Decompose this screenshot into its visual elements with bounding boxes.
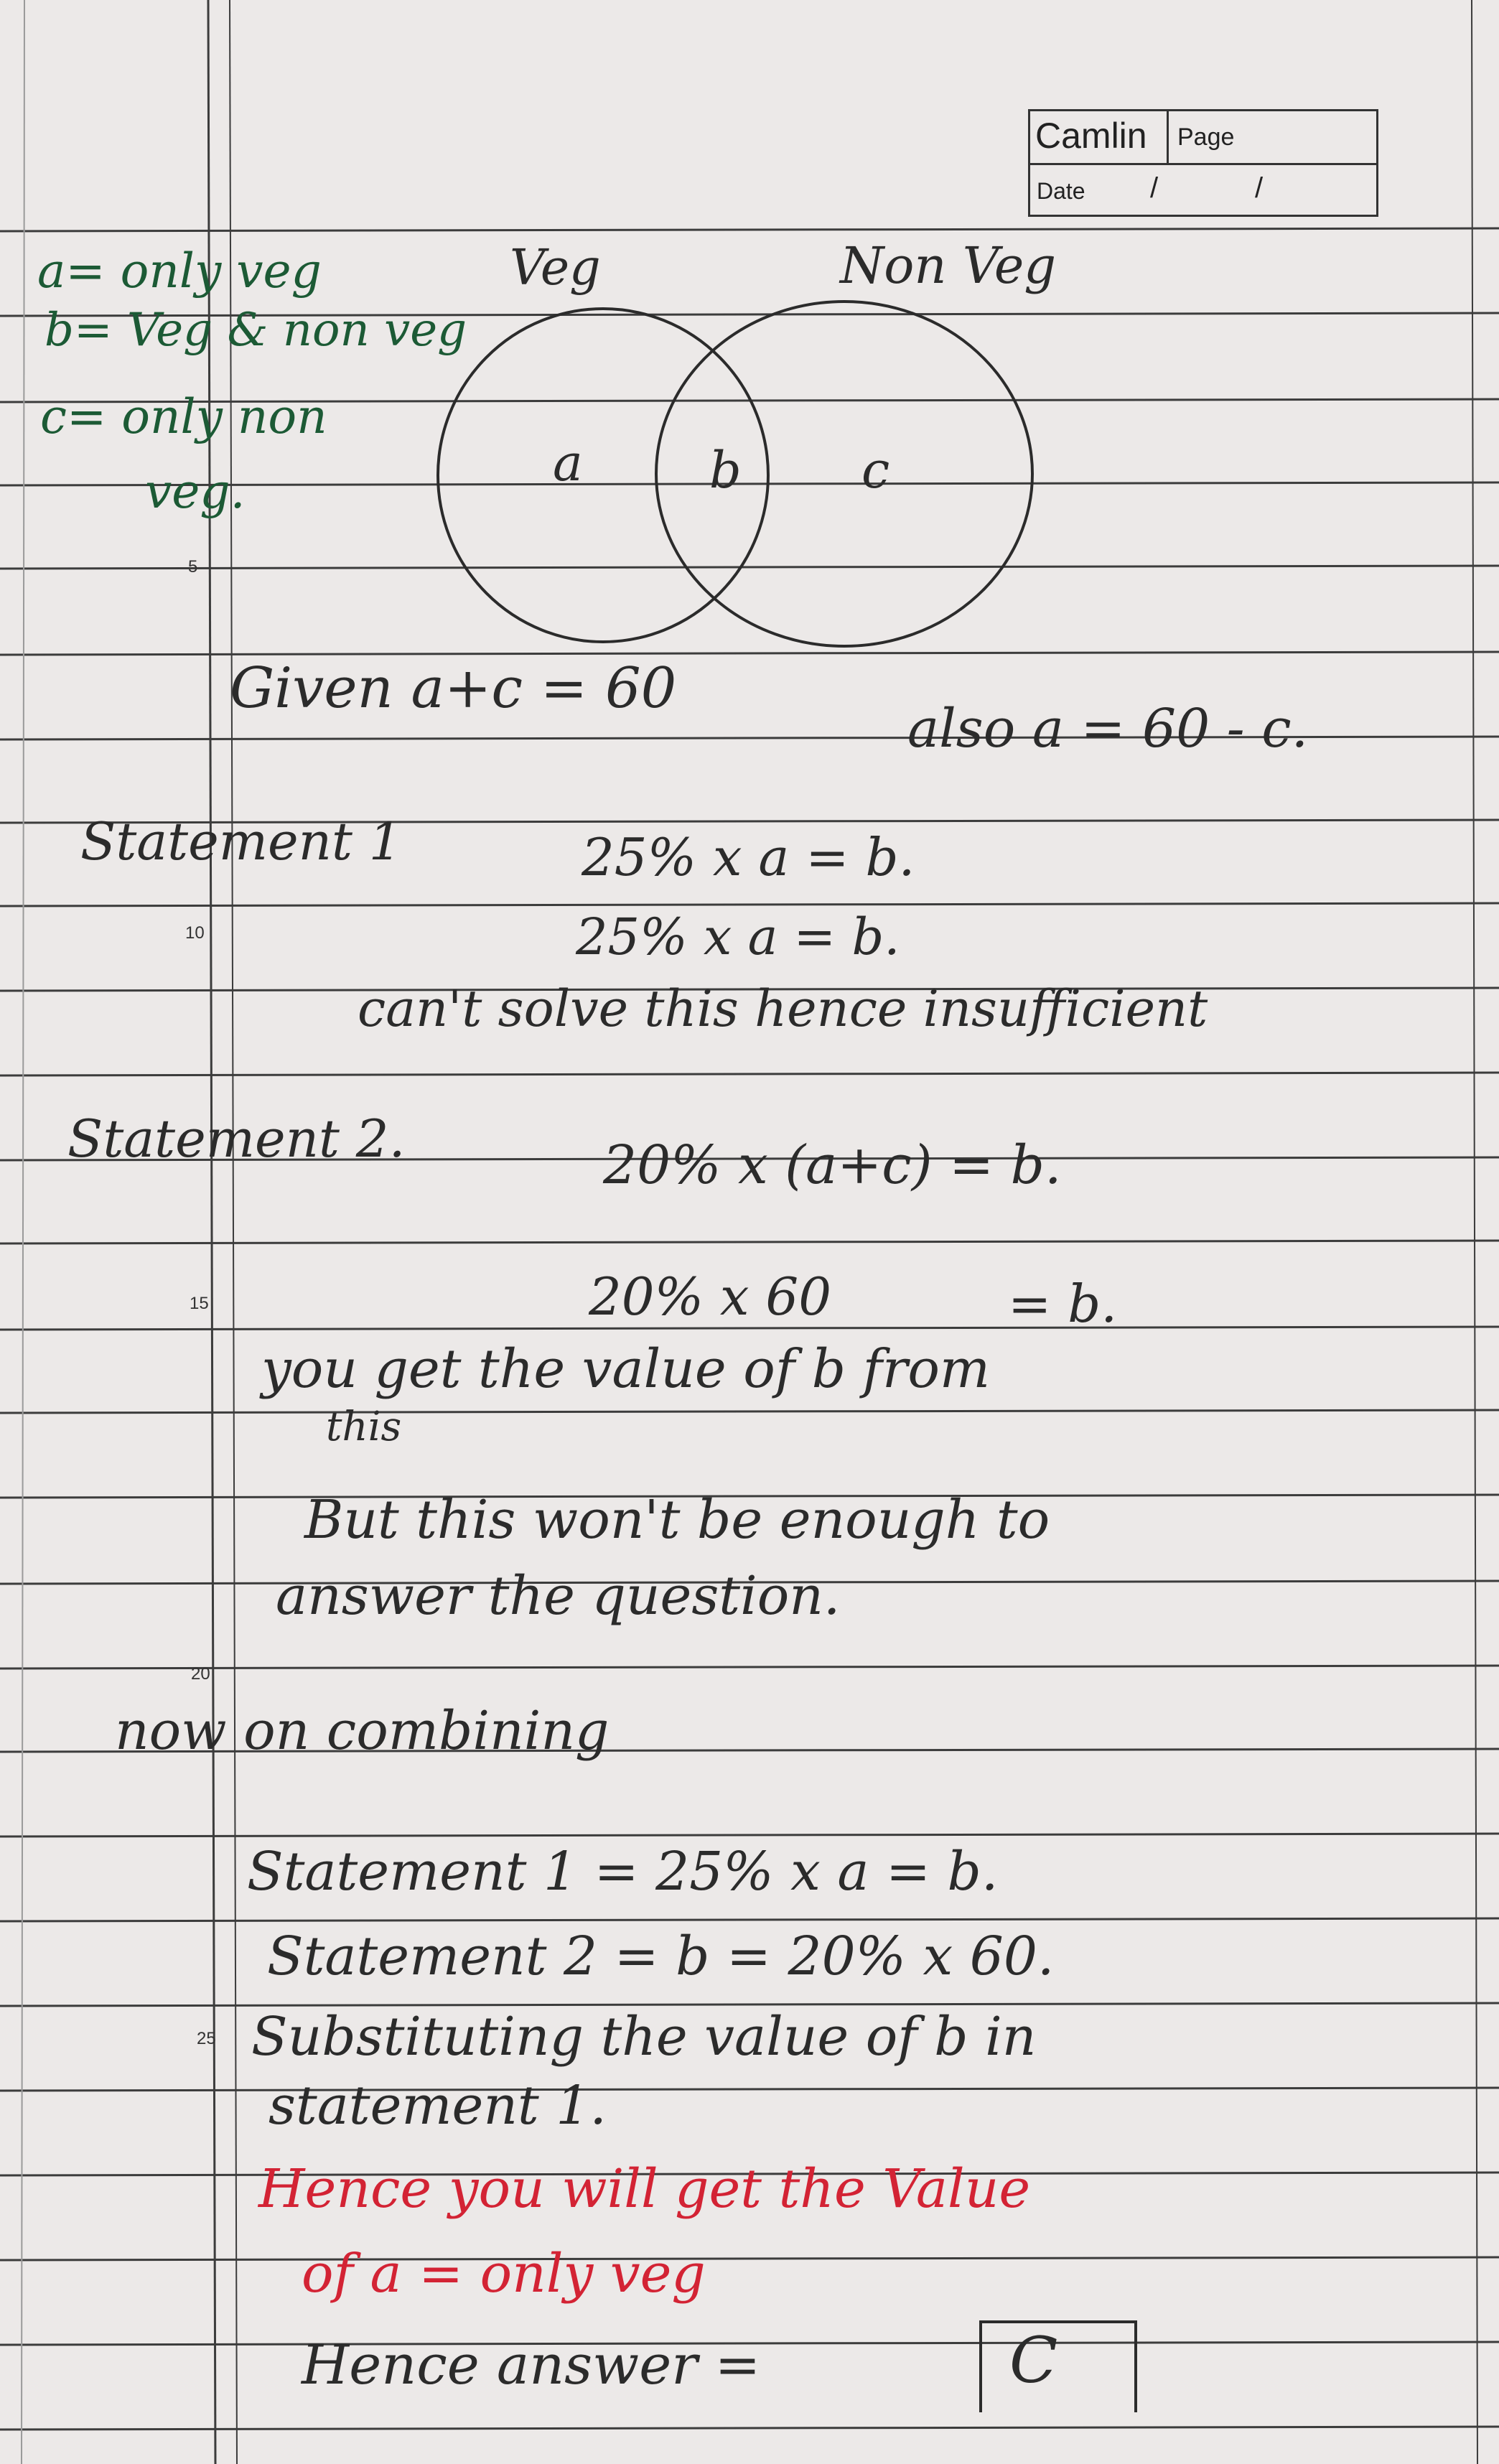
legend-c-cont: veg. [145, 464, 246, 519]
statement-1-conclusion: can't solve this hence insufficient [358, 979, 1208, 1038]
venn-veg-title: Veg [510, 240, 601, 297]
statement-2-note-3: answer the question. [276, 1565, 841, 1627]
statement-1-label: Statement 1 [80, 811, 402, 872]
date-label: Date [1037, 178, 1085, 204]
venn-region-b: b [709, 441, 742, 500]
legend-b: b= Veg & non veg [45, 304, 467, 357]
statement-2-note: you get the value of b from [261, 1338, 991, 1400]
answer-box [979, 2320, 1137, 2412]
statement-2-note-cont: this [326, 1404, 402, 1450]
statement-2-note-2: But this won't be enough to [304, 1489, 1050, 1551]
statement-2-equation: 20% x (a+c) = b. [603, 1134, 1062, 1196]
result-line-cont: of a = only veg [302, 2243, 706, 2305]
substitution-line: Substituting the value of b in [251, 2006, 1037, 2068]
statement-2-result: = b. [1008, 1274, 1118, 1334]
given-equation: Given a+c = 60 [230, 656, 677, 721]
date-separator: / [1150, 172, 1159, 204]
statement-1-equation-repeat: 25% x a = b. [576, 907, 900, 966]
brand-name: Camlin [1035, 116, 1147, 156]
answer-label: Hence answer = [302, 2333, 761, 2397]
line-number: 20 [191, 1664, 210, 1684]
line-number: 15 [190, 1294, 209, 1313]
result-line: Hence you will get the Value [258, 2158, 1031, 2220]
date-separator: / [1255, 172, 1264, 204]
substitution-line-cont: statement 1. [268, 2075, 607, 2137]
combining-statement-2: Statement 2 = b = 20% x 60. [267, 1926, 1055, 1987]
given-equation-2: also a = 60 - c. [907, 698, 1309, 760]
line-number: 5 [188, 557, 198, 577]
statement-1-equation: 25% x a = b. [582, 827, 915, 887]
answer-value: C [1009, 2323, 1058, 2397]
venn-non-veg-title: Non Veg [840, 236, 1057, 295]
venn-region-c: c [861, 441, 890, 500]
page-label: Page [1177, 123, 1235, 151]
line-number: 10 [185, 923, 205, 943]
legend-a: a= only veg [37, 243, 322, 299]
statement-2-label: Statement 2. [67, 1109, 406, 1169]
combining-statement-1: Statement 1 = 25% x a = b. [247, 1841, 999, 1903]
statement-2-calculation: 20% x 60 [589, 1266, 832, 1327]
legend-c: c= only non [40, 389, 327, 444]
combining-heading: now on combining [115, 1700, 610, 1762]
line-number: 25 [197, 2029, 216, 2048]
venn-region-a: a [553, 434, 583, 493]
